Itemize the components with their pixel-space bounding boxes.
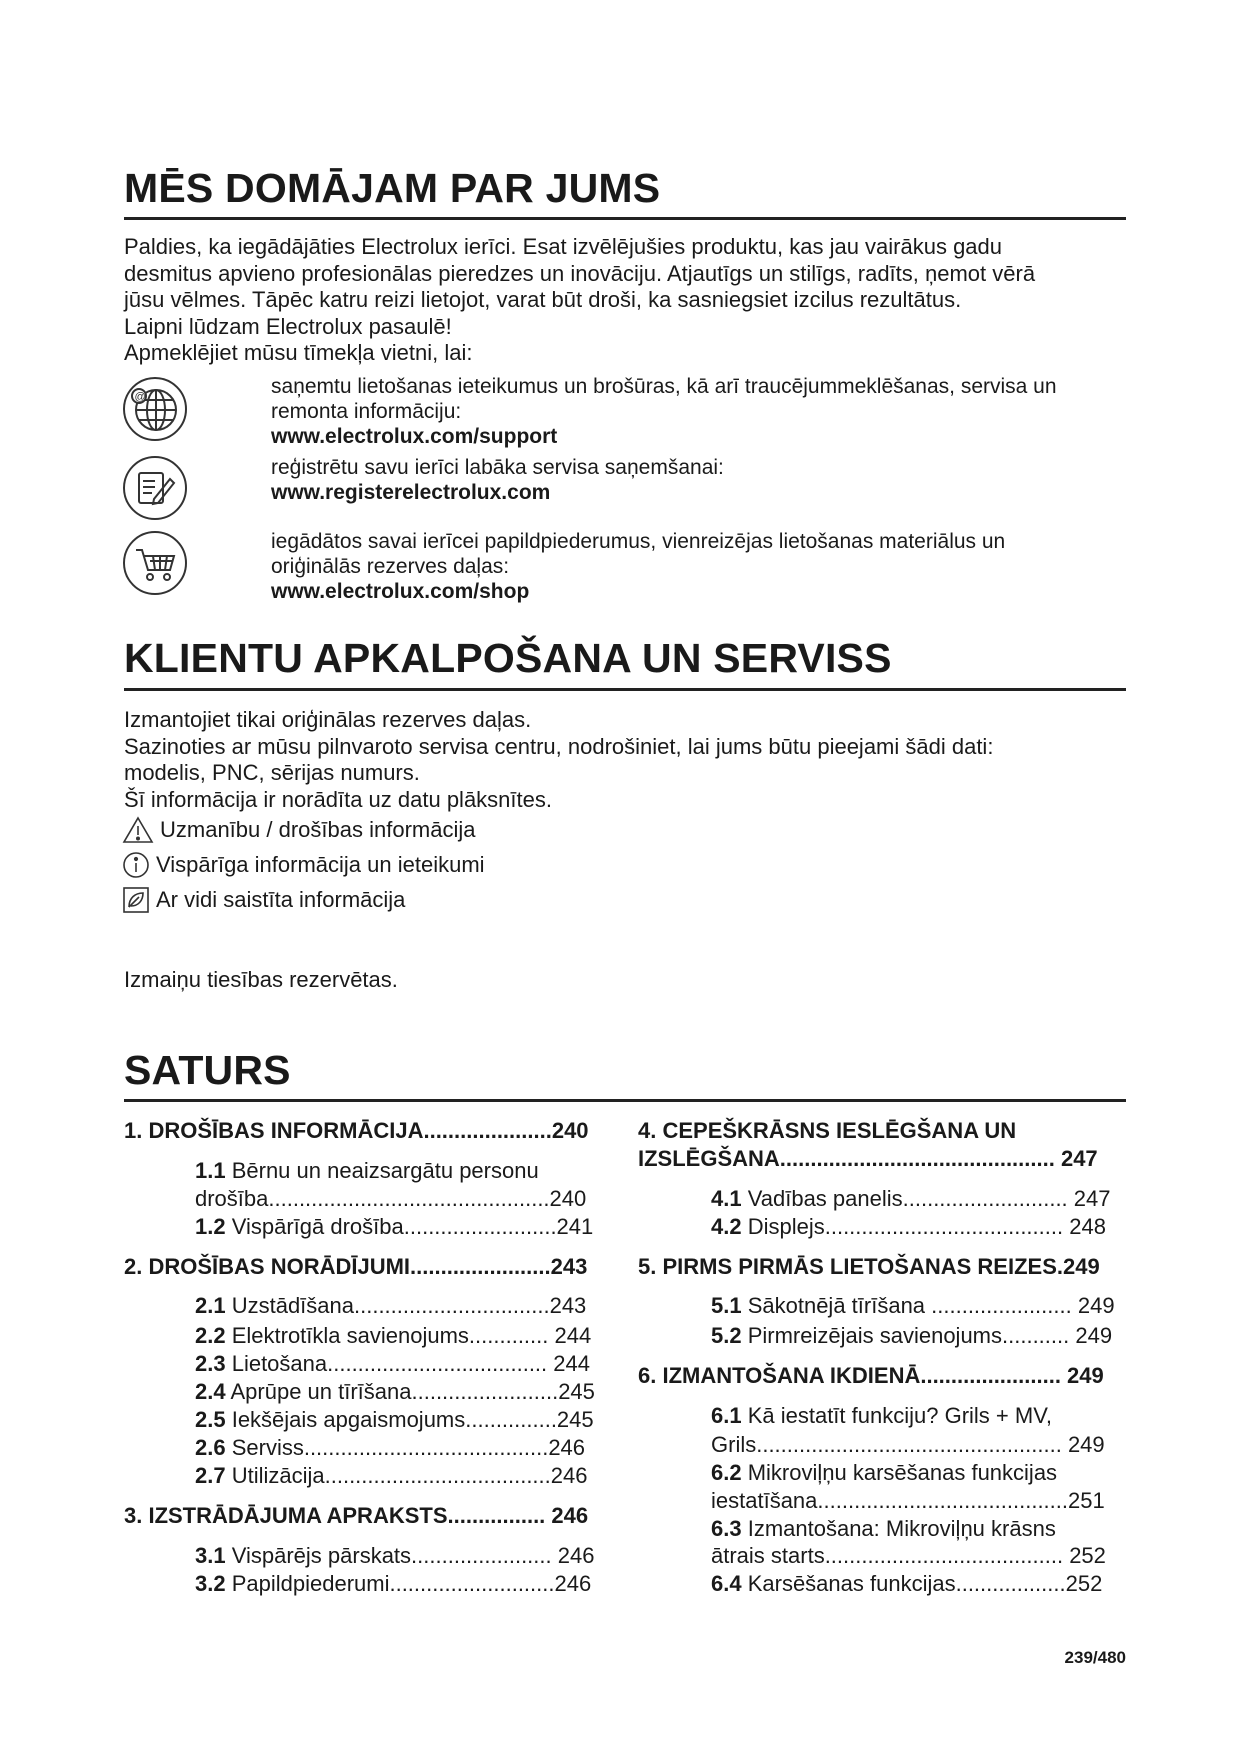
toc-item[interactable] [711, 1322, 1112, 1350]
support-link[interactable]: www.electrolux.com/support [271, 425, 558, 448]
service-line: Izmantojiet tikai oriģinālas rezerves daļas. [124, 707, 532, 732]
web-item-text: saņemtu lietošanas ieteikumus un brošūras, kā arī traucējummeklēšanas, servisa un [271, 375, 1057, 398]
toc-item[interactable] [195, 1570, 591, 1598]
toc-number: 2.7 [195, 1463, 226, 1488]
toc-item[interactable] [711, 1402, 1052, 1430]
toc-text: Bērnu un neaizsargātu personu [225, 1158, 539, 1183]
service-line: modelis, PNC, sērijas numurs. [124, 760, 420, 785]
intro-line: Laipni lūdzam Electrolux pasaulē! [124, 313, 452, 339]
toc-item[interactable] [195, 1378, 595, 1406]
toc-item-continued[interactable]: Grils.................................................. 249 [711, 1432, 1105, 1457]
toc-text: Karsēšanas funkcijas..................252 [741, 1571, 1103, 1596]
toc-text: Kā iestatīt funkciju? Grils + MV, [741, 1403, 1052, 1428]
web-item-text: reģistrētu savu ierīci labāka servisa saņemšanai: [271, 456, 724, 479]
toc-item[interactable] [195, 1462, 587, 1490]
toc-number: 4.1 [711, 1186, 742, 1211]
toc-number: 2.4 [195, 1379, 226, 1404]
toc-text: Izmantošana: Mikroviļņu krāsns [741, 1516, 1056, 1541]
toc-item[interactable] [711, 1185, 1110, 1213]
toc-heading[interactable]: 3. IZSTRĀDĀJUMA APRAKSTS................ 246 [124, 1503, 589, 1528]
toc-text: Aprūpe un tīrīšana........................245 [225, 1379, 595, 1404]
toc-item[interactable] [195, 1322, 591, 1350]
toc-heading[interactable]: 6. IZMANTOŠANA IKDIENĀ....................... 249 [638, 1363, 1104, 1388]
toc-heading[interactable]: 4. CEPEŠKRĀSNS IESLĒGŠANA UN [638, 1118, 1017, 1143]
toc-number: 5.2 [711, 1323, 742, 1348]
toc-text: Mikroviļņu karsēšanas funkcijas [741, 1460, 1058, 1485]
intro-line: jūsu vēlmes. Tāpēc katru reizi lietojot, varat būt droši, ka sasniegsiet izcilus rezultātus. [124, 287, 962, 312]
register-link[interactable]: www.registerelectrolux.com [271, 481, 551, 504]
info-icon [122, 851, 150, 879]
toc-item[interactable] [195, 1406, 594, 1434]
intro-line: Apmeklējiet mūsu tīmekļa vietni, lai: [124, 340, 473, 365]
shop-link[interactable]: www.electrolux.com/shop [271, 580, 530, 603]
toc-number: 2.2 [195, 1323, 226, 1348]
toc-item[interactable] [711, 1213, 1106, 1241]
legend-text: Ar vidi saistīta informācija [156, 887, 406, 912]
title-rule [124, 1099, 1126, 1102]
legend-info [122, 851, 485, 879]
toc-text: Serviss........................................246 [225, 1435, 586, 1460]
toc-text: Vadības panelis........................... 247 [741, 1186, 1111, 1211]
toc-item[interactable] [195, 1434, 585, 1462]
toc-item[interactable] [195, 1213, 593, 1241]
service-paragraph [124, 707, 993, 813]
legend-text: Uzmanību / drošības informācija [160, 817, 476, 842]
toc-number: 6.2 [711, 1460, 742, 1485]
toc-text: Uzstādīšana................................243 [225, 1293, 587, 1318]
section-title-service: KLIENTU APKALPOŠANA UN SERVISS [124, 635, 892, 681]
toc-text: Sākotnējā tīrīšana ....................... 249 [741, 1293, 1115, 1318]
toc-number: 6.1 [711, 1403, 742, 1428]
toc-item[interactable] [711, 1292, 1115, 1320]
svg-text:@: @ [134, 391, 146, 403]
toc-text: Vispārīgā drošība.........................241 [225, 1214, 594, 1239]
toc-heading-continued[interactable]: IZSLĒGŠANA............................................. 247 [638, 1146, 1098, 1171]
toc-item[interactable] [195, 1157, 539, 1185]
section-title-contents: SATURS [124, 1047, 291, 1093]
section-title-about: MĒS DOMĀJAM PAR JUMS [124, 165, 661, 211]
toc-text: Vispārējs pārskats....................... 246 [225, 1543, 595, 1568]
web-item-text: oriģinālās rezerves daļas: [271, 555, 510, 578]
globe-icon [122, 376, 188, 442]
toc-text: Pirmreizējais savienojums........... 249 [741, 1323, 1113, 1348]
intro-line: Paldies, ka iegādājāties Electrolux ierīci. Esat izvēlējušies produktu, kas jau vairākus gadu [124, 234, 1003, 259]
web-item-register [271, 455, 724, 505]
toc-heading[interactable]: 2. DROŠĪBAS NORĀDĪJUMI.......................243 [124, 1254, 588, 1279]
toc-text: Iekšējais apgaismojums...............245 [225, 1407, 594, 1432]
toc-item-continued[interactable]: ātrais starts....................................... 252 [711, 1543, 1106, 1568]
toc-item[interactable] [195, 1292, 586, 1320]
toc-number: 3.2 [195, 1571, 226, 1596]
web-item-text: iegādātos savai ierīcei papildpiederumus, vienreizējas lietošanas materiālus un [271, 530, 1006, 553]
toc-text: Elektrotīkla savienojums............. 244 [225, 1323, 592, 1348]
legend-environment [122, 886, 405, 914]
toc-number: 5.1 [711, 1293, 742, 1318]
leaf-icon [122, 886, 150, 914]
toc-number: 2.3 [195, 1351, 226, 1376]
toc-text: Lietošana.................................... 244 [225, 1351, 590, 1376]
title-rule [124, 217, 1126, 220]
service-line: Sazinoties ar mūsu pilnvaroto servisa centru, nodrošiniet, lai jums būtu pieejami šādi dati: [124, 733, 994, 759]
warning-icon [122, 816, 154, 844]
register-icon [122, 455, 188, 521]
toc-item[interactable] [711, 1570, 1102, 1598]
toc-item[interactable] [711, 1515, 1056, 1543]
toc-number: 3.1 [195, 1543, 226, 1568]
toc-text: Utilizācija.....................................246 [225, 1463, 588, 1488]
toc-item-continued[interactable]: iestatīšana.........................................251 [711, 1488, 1105, 1513]
service-line: Šī informācija ir norādīta uz datu plāksnītes. [124, 786, 552, 812]
toc-number: 2.1 [195, 1293, 226, 1318]
toc-number: 1.2 [195, 1214, 226, 1239]
title-rule [124, 688, 1126, 691]
toc-item[interactable] [711, 1459, 1057, 1487]
toc-item[interactable] [195, 1350, 590, 1378]
intro-line: desmitus apvieno profesionālas pieredzes un inovāciju. Atjautīgs un stilīgs, radīts, ņemot vērā [124, 260, 1036, 286]
toc-text: Papildpiederumi...........................246 [225, 1571, 592, 1596]
legend-warning [122, 816, 475, 844]
legend-text: Vispārīga informācija un ieteikumi [156, 852, 485, 877]
toc-text: Displejs....................................... 248 [741, 1214, 1106, 1239]
toc-number: 4.2 [711, 1214, 742, 1239]
toc-heading[interactable]: 5. PIRMS PIRMĀS LIETOŠANAS REIZES.249 [638, 1254, 1100, 1279]
shopping-cart-icon [122, 530, 188, 596]
toc-number: 2.6 [195, 1435, 226, 1460]
web-item-support [271, 374, 1057, 449]
toc-heading[interactable]: 1. DROŠĪBAS INFORMĀCIJA.....................240 [124, 1118, 589, 1143]
toc-number: 2.5 [195, 1407, 226, 1432]
web-item-shop [271, 529, 1005, 604]
intro-paragraph [124, 234, 1035, 367]
toc-number: 6.3 [711, 1516, 742, 1541]
rights-note: Izmaiņu tiesības rezervētas. [124, 967, 398, 992]
toc-number: 1.1 [195, 1158, 226, 1183]
page-number: 239/480 [1064, 1648, 1126, 1667]
toc-number: 6.4 [711, 1571, 742, 1596]
toc-item[interactable] [195, 1542, 594, 1570]
toc-item-continued[interactable]: drošība..............................................240 [195, 1186, 587, 1211]
web-item-text: remonta informāciju: [271, 400, 462, 423]
